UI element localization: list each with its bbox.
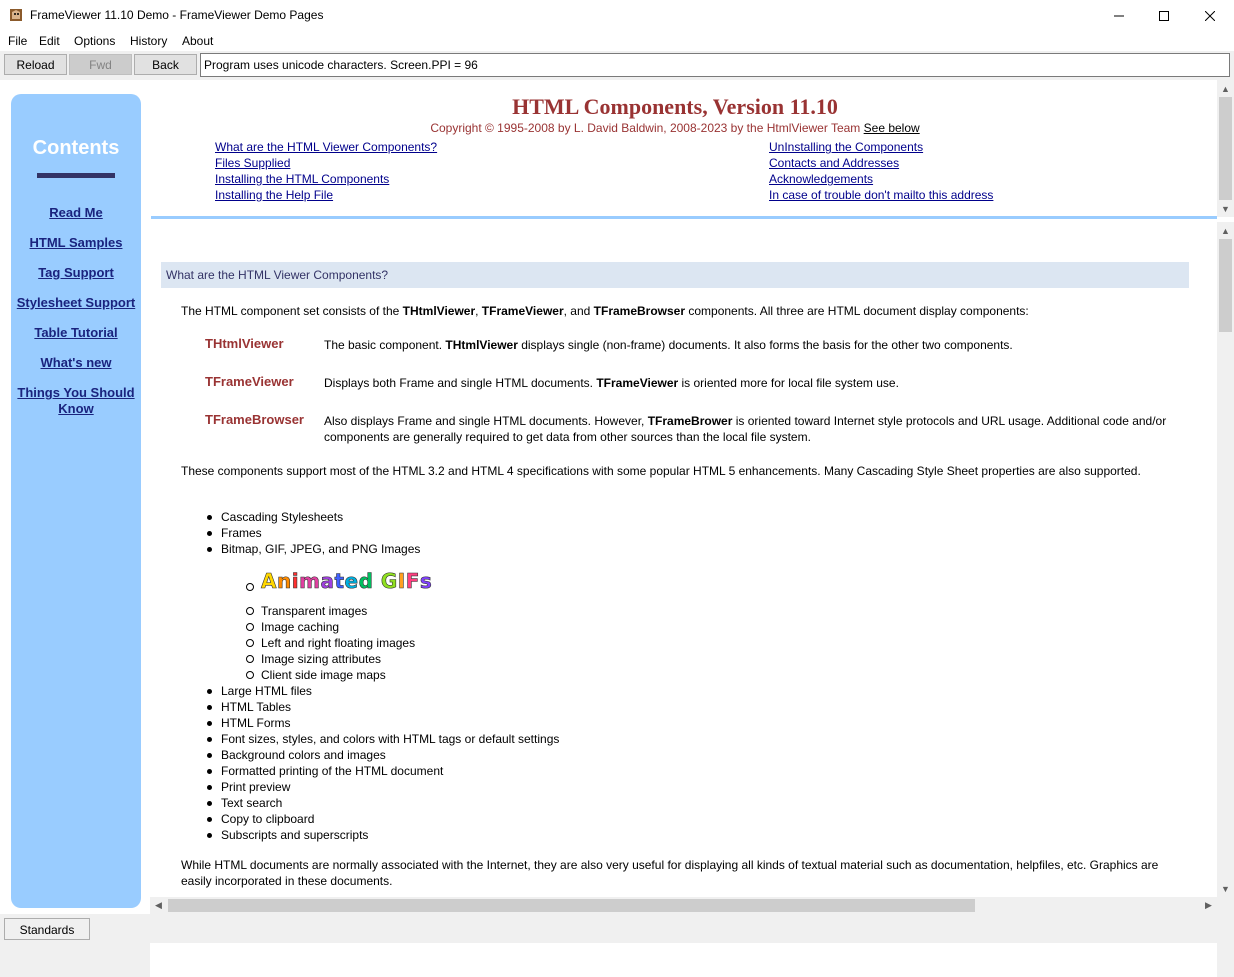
contents-title: Contents [32,137,120,159]
header-scrollbar[interactable] [1217,80,1234,217]
menu-about[interactable]: About [182,34,214,48]
list-item: Transparent images [261,603,432,619]
intro-text: components. All three are HTML document display components: [685,304,1029,318]
list-item: Large HTML files [221,683,559,699]
desc-text: displays single (non-frame) documents. It also forms the basis for the other two components. [517,338,1013,352]
nav-html-samples[interactable]: HTML Samples [29,235,123,250]
contents-divider [37,173,115,178]
closing-paragraph: While HTML documents are normally associated with the Internet, they are also very useful for displaying all kinds of textual material such as documentation, helpfiles, etc. Graphics are easily incorporated in these documents. [181,858,1159,888]
minimize-button[interactable] [1096,0,1142,31]
desc-text: Displays both Frame and single HTML documents. [324,376,597,390]
intro-text: , [475,304,482,318]
content-scrollbar[interactable] [1217,222,1234,897]
page-title: HTML Components, Version 11.10 [512,94,838,119]
scrollbar-corner [1217,897,1234,914]
contents-panel [11,94,141,908]
status-field[interactable]: Program uses unicode characters. Screen.PPI = 96 [200,53,1230,77]
app-icon [9,8,23,22]
header-frame [150,80,1234,218]
list-item: HTML Tables [221,699,559,715]
desc-text: is oriented more for local file system use. [678,376,899,390]
list-item: Client side image maps [261,667,432,683]
menu-options[interactable]: Options [74,34,116,48]
toc-link[interactable]: Files Supplied [215,156,291,170]
minimize-icon [1114,11,1124,21]
nav-tag-support[interactable]: Tag Support [38,265,114,280]
toc-link[interactable]: In case of trouble don't mailto this address [769,188,994,202]
list-item: Formatted printing of the HTML document [221,763,559,779]
toolbar [0,51,1234,79]
desc-text: The basic component. [324,338,446,352]
list-item: Image caching [261,619,432,635]
menu-history[interactable]: History [130,34,168,48]
desc-text: Also displays Frame and single HTML documents. However, [324,414,648,428]
list-item: Bitmap, GIF, JPEG, and PNG Images [221,541,420,557]
scroll-left-icon[interactable]: ◀ [155,900,162,910]
reload-button[interactable]: Reload [4,54,67,75]
list-item: Print preview [221,779,559,795]
toc-link[interactable]: Contacts and Addresses [769,156,900,170]
desc-text: is oriented toward Internet style protocols and URL usage. Additional code and/or components are generally required to get data from other sources than the local file system. [324,414,1167,444]
toc-link[interactable]: Acknowledgements [769,172,874,186]
list-item: Subscripts and superscripts [221,827,559,843]
component-desc [324,337,1184,353]
content-frame [150,222,1217,977]
title-bar [0,0,1234,31]
desc-component: THtmlViewer [445,338,518,352]
list-item: Left and right floating images [261,635,432,651]
support-paragraph: These components support most of the HTML 3.2 and HTML 4 specifications with some popular HTML 5 enhancements. Many Cascading Style Sheet properties are also supported. [181,464,1141,478]
component-name: TFrameBrowser [205,412,304,427]
window-title: FrameViewer 11.10 Demo - FrameViewer Demo Pages [30,8,324,22]
nav-stylesheet-support[interactable]: Stylesheet Support [16,295,136,310]
component-name: THtmlViewer [205,336,284,351]
scroll-down-icon[interactable]: ▼ [1221,883,1230,894]
close-icon [1205,11,1215,21]
close-button[interactable] [1187,0,1233,31]
status-bar [0,914,1234,943]
animated-gifs-image: Animated GIFs [261,569,433,593]
intro-component: THtmlViewer [402,304,476,318]
scroll-right-icon[interactable]: ▶ [1205,900,1212,910]
desc-component: TFrameViewer [596,376,679,390]
standards-button[interactable]: Standards [4,918,90,940]
fwd-button[interactable]: Fwd [69,54,132,75]
intro-text: , and [563,304,594,318]
copyright-text: Copyright © 1995-2008 by L. David Baldwin, 2008-2023 by the HtmlViewer Team [430,121,861,135]
intro-component: TFrameBrowser [593,304,686,318]
contents-frame [0,80,150,914]
list-item [261,569,433,603]
toc-link[interactable]: Installing the Help File [215,188,334,202]
toc-link[interactable]: UnInstalling the Components [769,140,924,154]
image-feature-list [261,569,433,683]
feature-list [221,509,420,557]
menu-file[interactable]: File [8,34,28,48]
list-item: Copy to clipboard [221,811,559,827]
scroll-up-icon[interactable]: ▲ [1221,225,1230,236]
back-button[interactable]: Back [134,54,197,75]
list-item: Background colors and images [221,747,559,763]
scroll-thumb[interactable] [1219,239,1232,332]
maximize-button[interactable] [1141,0,1187,31]
list-item: Frames [221,525,420,541]
nav-read-me[interactable]: Read Me [49,205,103,220]
component-desc [324,375,1184,391]
nav-whats-new[interactable]: What's new [40,355,112,370]
intro-component: TFrameViewer [481,304,564,318]
scroll-down-icon[interactable]: ▼ [1221,203,1230,214]
section-header: What are the HTML Viewer Components? [161,262,1189,288]
intro-text: The HTML component set consists of the [181,304,403,318]
frame-divider [151,216,1217,219]
nav-things-you-should-know[interactable]: Things You Should Know [17,385,135,416]
list-item: Image sizing attributes [261,651,432,667]
desc-component: TFrameBrower [647,414,733,428]
maximize-icon [1159,11,1169,21]
component-name: TFrameViewer [205,374,294,389]
list-item: HTML Forms [221,715,559,731]
nav-table-tutorial[interactable]: Table Tutorial [34,325,118,340]
menu-edit[interactable]: Edit [39,34,60,48]
list-item: Font sizes, styles, and colors with HTML tags or default settings [221,731,559,747]
menu-bar [0,31,1234,51]
see-below-link[interactable]: See below [863,121,920,135]
scroll-thumb[interactable] [168,899,975,912]
scroll-thumb[interactable] [1219,97,1232,200]
toc-link[interactable]: What are the HTML Viewer Components? [215,140,438,154]
list-item: Text search [221,795,559,811]
list-item: Cascading Stylesheets [221,509,420,525]
horizontal-scrollbar[interactable] [150,897,1217,914]
feature-list-more [221,683,559,843]
component-desc [324,413,1184,445]
toc-link[interactable]: Installing the HTML Components [215,172,390,186]
intro-paragraph [181,303,1181,319]
copyright-line [150,121,1200,135]
scroll-up-icon[interactable]: ▲ [1221,83,1230,94]
